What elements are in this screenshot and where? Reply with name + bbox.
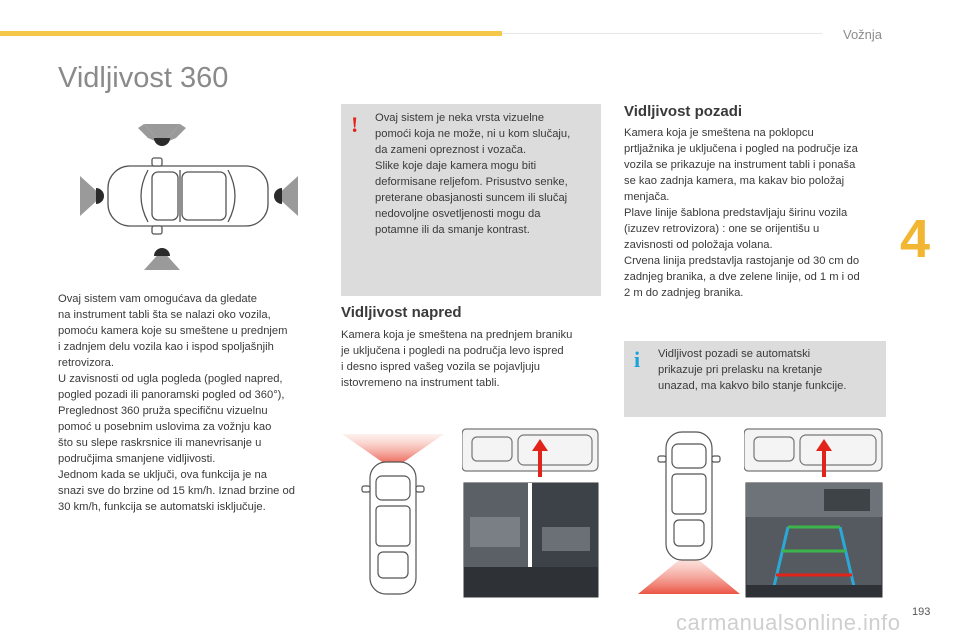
section-title: Vožnja [843,27,883,42]
front-camera-car-illustration [338,430,448,600]
header-rule [502,33,822,34]
front-camera-screen-illustration [462,427,602,599]
page-number: 193 [912,606,931,618]
warning-box [341,104,601,296]
info-text: Vidljivost pozadi se automatski prikazuje pri prelasku na kretanje unazad, ma kakvo bilo stanje funkcije. [658,348,847,392]
front-view-text: Kamera koja je smeštena na prednjem braniku je uključena i pogledi na područja levo ispred i desno ispred vašeg vozila se pojavljuju istovremeno na instrument tabli. [341,329,573,389]
rear-view-text: Kamera koja je smeštena na poklopcu prtljažnika je uključena i pogled na područje iza vozila se prikazuje na instrument tabli i ponaša se kao zadnja kamera, ma kakav bio položaj menjača. Plave linije šablona predstavljaju širinu vozila (izuzev retrovizora) : one se orijentišu u zavisnosti od položaja volana. Crvena linija predstavlja rastojanje od 30 cm do zadnjeg branika, a dve zelene linije, od 1 m i od 2 m do zadnjeg branika. [624,127,860,299]
chapter-number: 4 [900,209,931,269]
rear-view-heading: Vidljivost pozadi [624,103,743,120]
rear-camera-screen-illustration [744,427,886,599]
exclamation-icon: ! [351,112,359,137]
info-icon: i [634,347,641,372]
intro-text: Ovaj sistem vam omogućava da gledate na instrument tabli šta se nalazi oko vozila, pomoću kamera koje su smeštene u prednjem i zadnjem delu vozila kao i ispod spoljašnjih retrovizora. U zavisnosti od ugla pogleda (pogled napred, pogled pozadi ili panoramski pogled od 360°), Preglednost 360 pruža specifičnu vizuelnu pomoć u posebnim uslovima za vožnju kao što su slepe raskrsnice ili manevrisanje u područjima smanjene vidljivosti. Jednom kada se uključi, ova funkcija je na snazi sve do brzine od 15 km/h. Iznad brzine od 30 km/h, funkcija se automatski isključuje. [58,293,295,513]
info-box [624,341,886,417]
warning-text: Ovaj sistem je neka vrsta vizuelne pomoći koja ne može, ni u kom slučaju, da zameni opreznost i vozača. Slike koje daje kamera mogu biti deformisane reljefom. Prisustvo senke, preterane obasjanosti suncem ili slučaj nedovoljne osvetljenosti mogu da potamne ili da smanje kontrast. [375,112,571,236]
rear-camera-car-illustration [634,430,744,600]
header-accent-bar [0,31,502,36]
page-title: Vidljivost 360 [58,62,229,94]
car-top-view-illustration [78,122,300,272]
watermark: carmanualsonline.info [676,610,901,635]
front-view-heading: Vidljivost napred [341,304,462,321]
